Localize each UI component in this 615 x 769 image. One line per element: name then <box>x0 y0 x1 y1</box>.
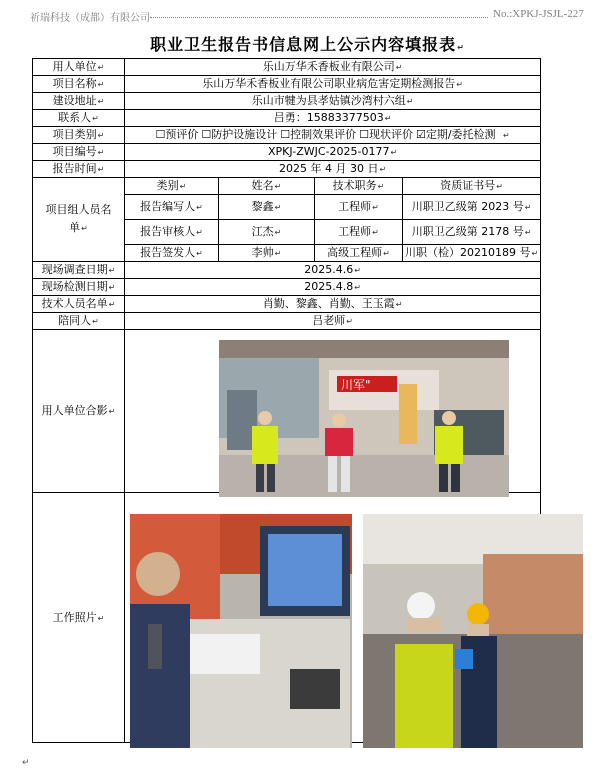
detect-date-label: 现场检测日期 ↵ <box>33 279 125 296</box>
row-survey-date <box>33 262 541 279</box>
team-cert: 川职卫乙级第 2178 号 ↵ <box>403 220 541 245</box>
project-no-label: 项目编号 ↵ <box>33 144 125 161</box>
group-photo-label: 用人单位合影 ↵ <box>33 330 125 493</box>
banner-text: 川军" <box>341 378 371 392</box>
row-report-time <box>33 161 541 178</box>
page-title: 职业卫生报告书信息网上公示内容填报表 ↵ <box>0 32 615 55</box>
document-number: No.:XPKJ-JSJL-227 <box>493 8 584 20</box>
escort-label: 陪同人 ↵ <box>33 313 125 330</box>
team-title: 工程师 ↵ <box>315 195 403 220</box>
work-photo-right-image <box>363 514 583 748</box>
work-photo-label: 工作照片 ↵ <box>33 493 125 743</box>
team-header-cert: 资质证书号 ↵ <box>403 178 541 195</box>
team-title: 工程师 ↵ <box>315 220 403 245</box>
team-name: 李帅 ↵ <box>219 245 315 262</box>
group-photo <box>219 340 509 497</box>
tech-staff-label: 技术人员名单 ↵ <box>33 296 125 313</box>
project-name-value: 乐山万华禾香板业有限公司职业病危害定期检测报告 ↵ <box>125 76 541 93</box>
team-cert: 川职卫乙级第 2023 号 ↵ <box>403 195 541 220</box>
project-name-label: 项目名称 ↵ <box>33 76 125 93</box>
company-header: 祈瑞科技（成都）有限公司 <box>30 13 150 24</box>
group-photo-image <box>219 340 509 497</box>
team-name: 江杰 ↵ <box>219 220 315 245</box>
team-cert: 川职（检）20210189 号 ↵ <box>403 245 541 262</box>
employer-label: 用人单位 ↵ <box>33 59 125 76</box>
team-name: 黎鑫 ↵ <box>219 195 315 220</box>
team-role: 报告审核人 ↵ <box>125 220 219 245</box>
contact-label: 联系人 ↵ <box>33 110 125 127</box>
survey-date-label: 现场调查日期 ↵ <box>33 262 125 279</box>
report-time-label: 报告时间 ↵ <box>33 161 125 178</box>
paragraph-mark: ↵ <box>22 758 30 768</box>
team-header-name: 姓名 ↵ <box>219 178 315 195</box>
category-option[interactable]: ☐现状评价 <box>359 128 413 141</box>
project-no-value: XPKJ-ZWJC-2025-0177 ↵ <box>125 144 541 161</box>
team-title: 高级工程师 ↵ <box>315 245 403 262</box>
header-dotted-line <box>150 17 488 18</box>
escort-value: 吕老师 ↵ <box>125 313 541 330</box>
address-label: 建设地址 ↵ <box>33 93 125 110</box>
row-project-no <box>33 144 541 161</box>
team-header-title: 技术职务 ↵ <box>315 178 403 195</box>
category-option[interactable]: ☑定期/委托检测 <box>415 128 496 141</box>
row-tech-staff <box>33 296 541 313</box>
work-photo-left <box>130 514 352 748</box>
row-contact <box>33 110 541 127</box>
row-project-name <box>33 76 541 93</box>
row-address <box>33 93 541 110</box>
work-photo-left-image <box>130 514 352 748</box>
row-employer <box>33 59 541 76</box>
report-time-value: 2025 年 4 月 30 日 ↵ <box>125 161 541 178</box>
tech-staff-value: 肖勤、黎鑫、肖勤、王玉霞 ↵ <box>125 296 541 313</box>
row-category <box>33 127 541 144</box>
category-option[interactable]: ☐预评价 <box>155 128 199 141</box>
category-checkbox-group[interactable] <box>155 128 498 141</box>
category-option[interactable]: ☐防护设施设计 <box>201 128 278 141</box>
category-options <box>125 127 541 144</box>
category-option[interactable]: ☐控制效果评价 <box>280 128 357 141</box>
team-header-role: 类别 ↵ <box>125 178 219 195</box>
work-photo-right <box>363 514 583 748</box>
category-label: 项目类别 ↵ <box>33 127 125 144</box>
row-escort <box>33 313 541 330</box>
survey-date-value: 2025.4.6 ↵ <box>125 262 541 279</box>
row-detect-date <box>33 279 541 296</box>
detect-date-value: 2025.4.8 ↵ <box>125 279 541 296</box>
team-role: 报告签发人 ↵ <box>125 245 219 262</box>
team-label: 项目组人员名单 ↵ <box>33 178 125 262</box>
team-role: 报告编写人 ↵ <box>125 195 219 220</box>
address-value: 乐山市犍为县孝姑镇沙湾村六组 ↵ <box>125 93 541 110</box>
contact-value: 吕勇：15883377503 ↵ <box>125 110 541 127</box>
employer-value: 乐山万华禾香板业有限公司 ↵ <box>125 59 541 76</box>
team-header-row <box>33 178 541 195</box>
